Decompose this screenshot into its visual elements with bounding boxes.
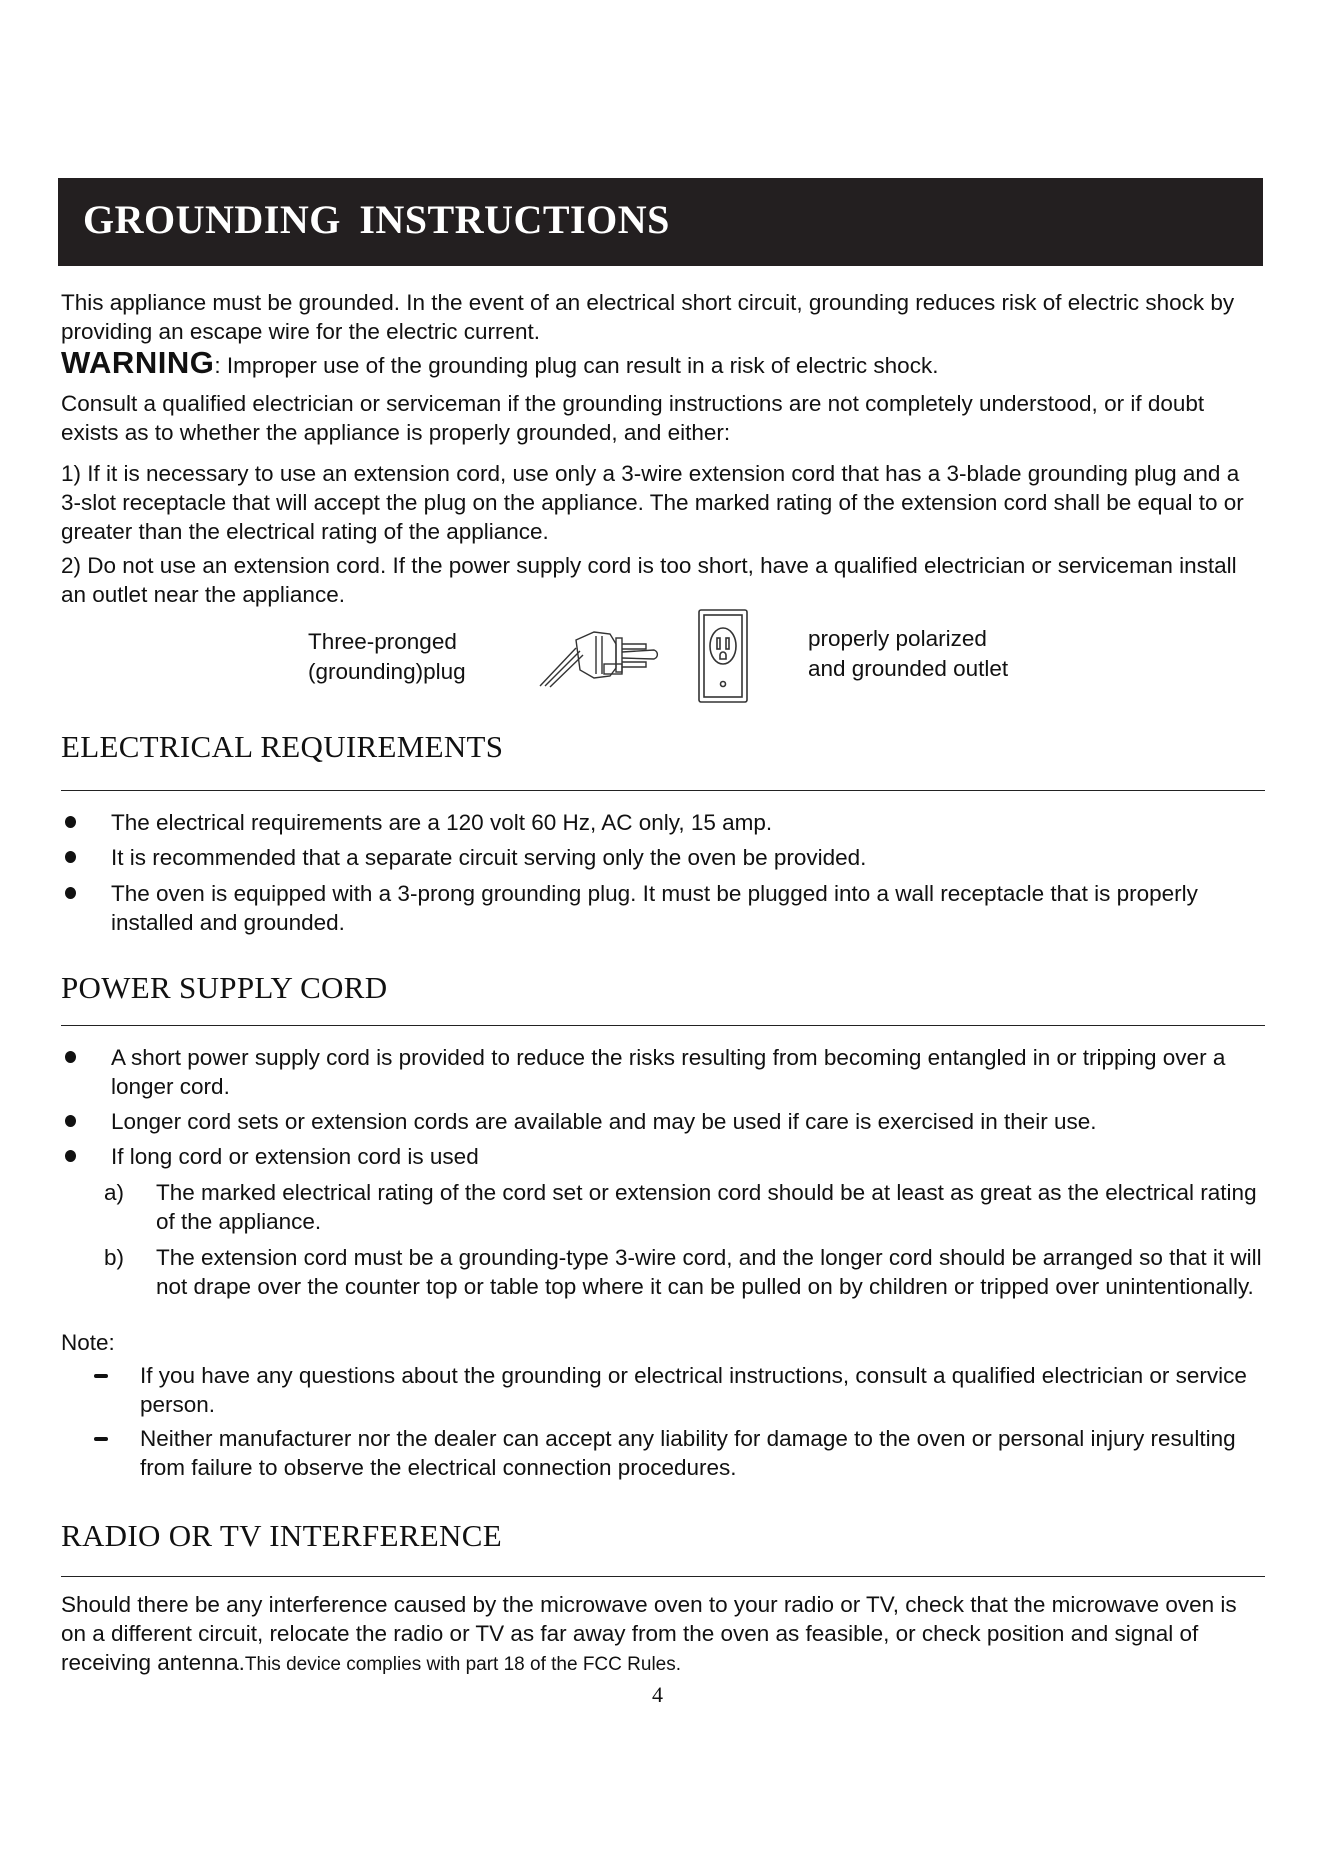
bullet-icon (65, 851, 76, 863)
section-divider (61, 790, 1265, 791)
plug-caption-line-2: (grounding)plug (308, 659, 466, 684)
plug-caption (308, 627, 466, 687)
outlet-caption-line-2: and grounded outlet (808, 656, 1009, 681)
page-title: GROUNDING INSTRUCTIONS (83, 197, 670, 242)
sub-list-text: The extension cord must be a grounding-type 3-wire cord, and the longer cord should be arranged so that it will not drape over the counter top or table top where it can be pulled on by children or tripped over unintentionally. (156, 1245, 1262, 1299)
intro-paragraph: This appliance must be grounded. In the event of an electrical short circuit, grounding reduces risk of electric shock by providing an escape wire for the electric current. (61, 290, 1235, 344)
option-one: 1) If it is necessary to use an extension cord, use only a 3-wire extension cord that has a 3-blade grounding plug and a 3-slot receptacle that will accept the plug on the appliance. The marked rating of the extension cord shall be equal to or greater than the electrical rating of the appliance. (61, 461, 1244, 544)
outlet-caption-line-1: properly polarized (808, 626, 987, 651)
warning-label: WARNING (61, 345, 215, 380)
list-item-text: The oven is equipped with a 3-prong grounding plug. It must be plugged into a wall receptacle that is properly installed and grounded. (111, 881, 1198, 935)
grounded-outlet-icon (697, 608, 749, 704)
sub-list-marker: b) (104, 1245, 125, 1270)
list-item-text: The electrical requirements are a 120 volt 60 Hz, AC only, 15 amp. (111, 810, 773, 835)
option-two: 2) Do not use an extension cord. If the power supply cord is too short, have a qualified electrician or serviceman install an outlet near the appliance. (61, 553, 1237, 607)
warning-text: : Improper use of the grounding plug can result in a risk of electric shock. (214, 353, 939, 378)
bullet-icon (65, 1150, 76, 1162)
note-item-text: If you have any questions about the grounding or electrical instructions, consult a qualified electrician or service person. (140, 1363, 1247, 1417)
power-cord-heading: POWER SUPPLY CORD (61, 970, 388, 1005)
sub-list-text: The marked electrical rating of the cord set or extension cord should be at least as great as the electrical rating of the appliance. (156, 1180, 1257, 1234)
list-item-text: Longer cord sets or extension cords are available and may be used if care is exercised in their use. (111, 1109, 1097, 1134)
title-banner (58, 178, 1263, 266)
three-prong-plug-icon (536, 622, 676, 690)
page-number: 4 (652, 1682, 663, 1707)
interference-paragraph (61, 1590, 1261, 1679)
note-label: Note: (61, 1330, 115, 1355)
sub-list-marker: a) (104, 1180, 125, 1205)
dash-icon (94, 1374, 108, 1378)
outlet-caption (808, 624, 1008, 684)
list-item-text: A short power supply cord is provided to reduce the risks resulting from becoming entangled in or tripping over a longer cord. (111, 1045, 1226, 1099)
section-divider (61, 1025, 1265, 1026)
list-item-text: If long cord or extension cord is used (111, 1144, 479, 1169)
bullet-icon (65, 816, 76, 828)
consult-paragraph: Consult a qualified electrician or serviceman if the grounding instructions are not completely understood, or if doubt exists as to whether the appliance is properly grounded, and either: (61, 391, 1205, 445)
bullet-icon (65, 1115, 76, 1127)
electrical-heading: ELECTRICAL REQUIREMENTS (61, 729, 504, 764)
bullet-icon (65, 887, 76, 899)
section-divider (61, 1576, 1265, 1577)
list-item-text: It is recommended that a separate circuit serving only the oven be provided. (111, 845, 867, 870)
interference-heading: RADIO OR TV INTERFERENCE (61, 1518, 502, 1553)
note-item-text: Neither manufacturer nor the dealer can accept any liability for damage to the oven or personal injury resulting from failure to observe the electrical connection procedures. (140, 1426, 1236, 1480)
warning-paragraph (61, 345, 1261, 381)
plug-caption-line-1: Three-pronged (308, 629, 457, 654)
fcc-notice: This device complies with part 18 of the FCC Rules. (244, 1654, 682, 1675)
bullet-icon (65, 1051, 76, 1063)
dash-icon (94, 1437, 108, 1441)
interference-text: Should there be any interference caused by the microwave oven to your radio or TV, check that the microwave oven is on a different circuit, relocate the radio or TV as far away from the oven as feasible, or check position and signal of receiving antenna. (61, 1592, 1237, 1675)
